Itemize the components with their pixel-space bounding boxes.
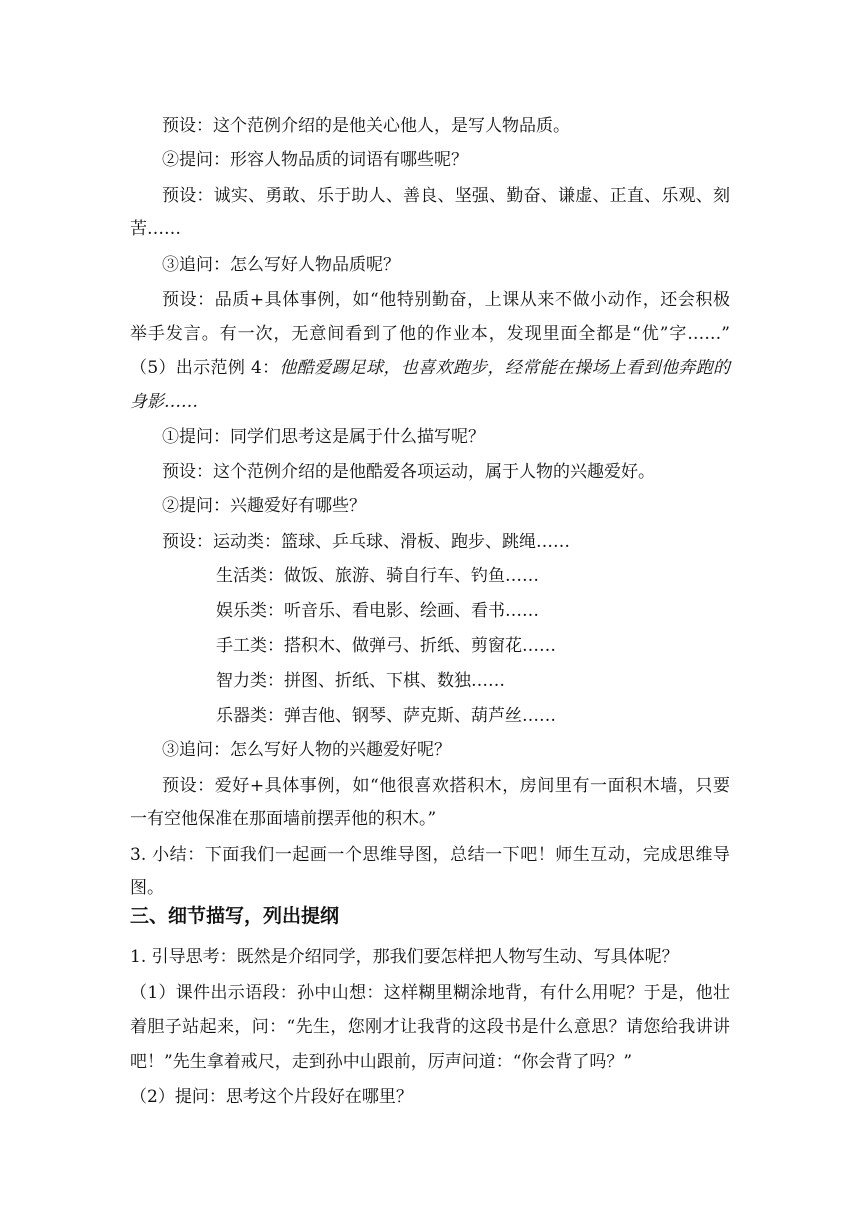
- example-line-continued: 身影……: [130, 392, 198, 412]
- section-heading: 三、细节描写，列出提纲: [130, 905, 340, 927]
- preset-line: 预设：这个范例介绍的是他关心他人，是写人物品质。: [162, 116, 570, 136]
- question-line: ③追问：怎么写好人物品质呢？: [162, 255, 400, 275]
- question-line: （2）提问：思考这个片段好在哪里？: [130, 1087, 413, 1107]
- example-line: [130, 356, 730, 380]
- passage-line: 吧！”先生拿着戒尺，走到孙中山跟前，厉声问道：“你会背了吗？”: [130, 1052, 633, 1072]
- preset-line: 预设：品质+具体事例，如“他特别勤奋，上课从来不做小动作，还会积极: [162, 290, 730, 310]
- example-text: 他酷爱踢足球，也喜欢跑步，经常能在操场上看到他奔跑的: [279, 358, 730, 378]
- hobby-category-line: 智力类：拼图、折纸、下棋、数独……: [216, 671, 505, 691]
- hobby-category-line: 预设：运动类：篮球、乒乓球、滑板、跑步、跳绳……: [162, 532, 570, 552]
- hobby-category-line: 乐器类：弹吉他、钢琴、萨克斯、葫芦丝……: [216, 706, 556, 726]
- preset-line: 预设：诚实、勇敢、乐于助人、善良、坚强、勤奋、谦虚、正直、乐观、刻: [162, 186, 730, 206]
- question-line: ①提问：同学们思考这是属于什么描写呢？: [162, 427, 485, 447]
- example-label: （5）出示范例 4：: [130, 358, 280, 378]
- hobby-category-line: 娱乐类：听音乐、看电影、绘画、看书……: [216, 601, 539, 621]
- preset-line-continued: 举手发言。有一次，无意间看到了他的作业本，发现里面全都是“优”字……”: [130, 324, 730, 344]
- preset-line-continued: 苦……: [130, 219, 181, 239]
- hobby-category-line: 生活类：做饭、旅游、骑自行车、钓鱼……: [216, 566, 539, 586]
- summary-line: 3. 小结：下面我们一起画一个思维导图，总结一下吧！师生互动，完成思维导: [130, 845, 730, 865]
- preset-line: 预设：爱好+具体事例，如“他很喜欢搭积木，房间里有一面积木墙，只要: [162, 776, 730, 796]
- question-line: ②提问：形容人物品质的词语有哪些呢？: [162, 150, 468, 170]
- guide-line: 1. 引导思考：既然是介绍同学，那我们要怎样把人物写生动、写具体呢？: [130, 947, 679, 967]
- summary-line-continued: 图。: [130, 878, 164, 898]
- preset-line: 预设：这个范例介绍的是他酷爱各项运动，属于人物的兴趣爱好。: [162, 462, 655, 482]
- question-line: ③追问：怎么写好人物的兴趣爱好呢？: [162, 740, 451, 760]
- question-line: ②提问：兴趣爱好有哪些？: [162, 496, 366, 516]
- preset-line-continued: 一有空他保准在那面墙前摆弄他的积木。”: [130, 809, 437, 829]
- passage-line: （1）课件出示语段：孙中山想：这样糊里糊涂地背，有什么用呢？于是，他壮: [130, 983, 730, 1003]
- hobby-category-line: 手工类：搭积木、做弹弓、折纸、剪窗花……: [216, 636, 556, 656]
- passage-line: 着胆子站起来，问：“先生，您刚才让我背的这段书是什么意思？请您给我讲讲: [130, 1017, 730, 1037]
